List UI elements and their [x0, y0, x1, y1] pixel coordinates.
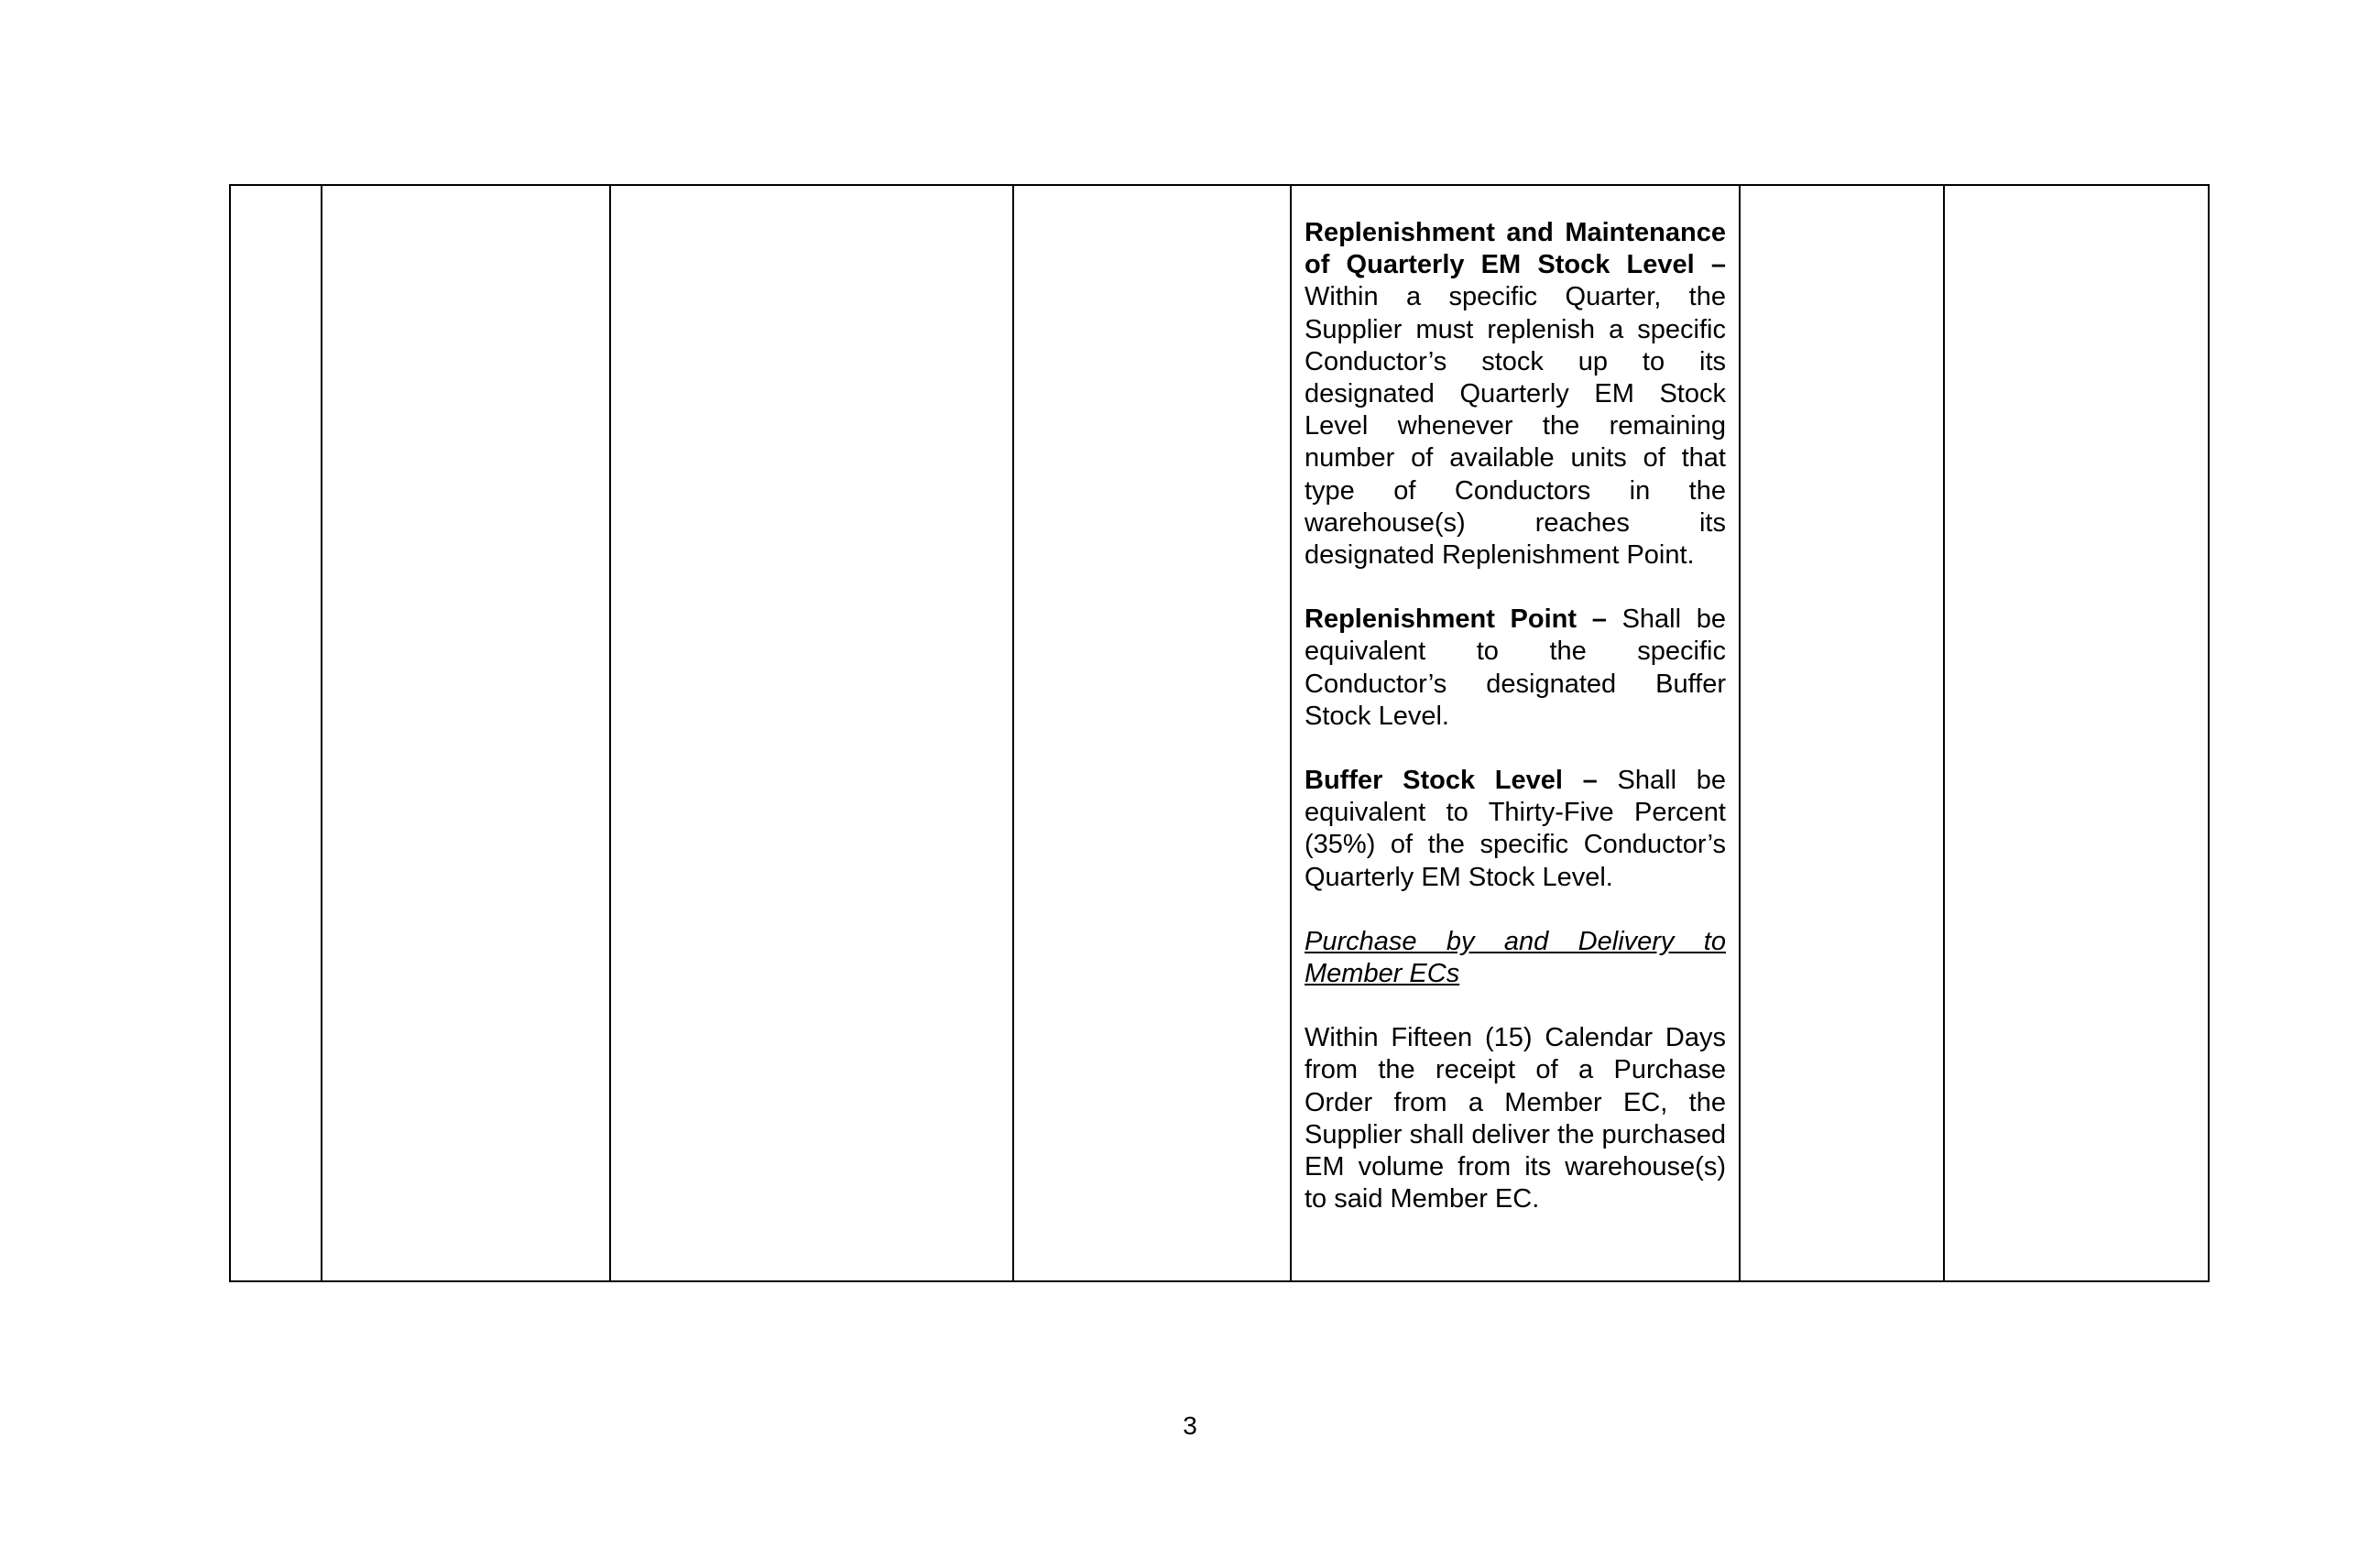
replenishment-maintenance-term: Replenishment and Maintenance of Quarterly EM Stock Level – [1305, 218, 1726, 280]
replenishment-maintenance-text: Within a specific Quarter, the Supplier must replenish a specific Conductor’s stock up to its designated Quarterly EM Stock Level whenever the remaining number of available units of that type of Conductors in the warehouse(s) reaches its designated Replenishment Point. [1305, 282, 1726, 571]
column-3-cell [610, 185, 1013, 1281]
delivery-terms-text: Within Fifteen (15) Calendar Days from the receipt of a Purchase Order from a Member EC, the Supplier shall deliver the purchased EM volume from its warehouse(s) to said Member EC. [1305, 1023, 1726, 1214]
replenishment-point-paragraph [1305, 604, 1726, 733]
buffer-stock-level-paragraph [1305, 765, 1726, 894]
replenishment-maintenance-paragraph [1305, 217, 1726, 572]
column-2-cell [322, 185, 610, 1281]
buffer-stock-level-term: Buffer Stock Level – [1305, 766, 1598, 796]
specification-cell [1291, 185, 1740, 1281]
delivery-terms-paragraph [1305, 1022, 1726, 1215]
column-1-cell [230, 185, 322, 1281]
purchase-delivery-heading: Purchase by and Delivery to Member ECs [1305, 926, 1726, 989]
specifications-table [229, 184, 2210, 1282]
column-6-cell [1740, 185, 1944, 1281]
replenishment-point-term: Replenishment Point – [1305, 604, 1607, 635]
purchase-delivery-heading-paragraph [1305, 926, 1726, 990]
page-number: 3 [1183, 1411, 1197, 1440]
column-4-cell [1013, 185, 1291, 1281]
table-row [230, 185, 2209, 1281]
column-7-cell [1944, 185, 2209, 1281]
buffer-stock-level-text: Shall be equivalent to Thirty-Five Percent (35%) of the specific Conductor’s Quarterly EM Stock Level. [1305, 766, 1726, 892]
replenishment-point-text: Shall be equivalent to the specific Conductor’s designated Buffer Stock Level. [1305, 604, 1726, 731]
